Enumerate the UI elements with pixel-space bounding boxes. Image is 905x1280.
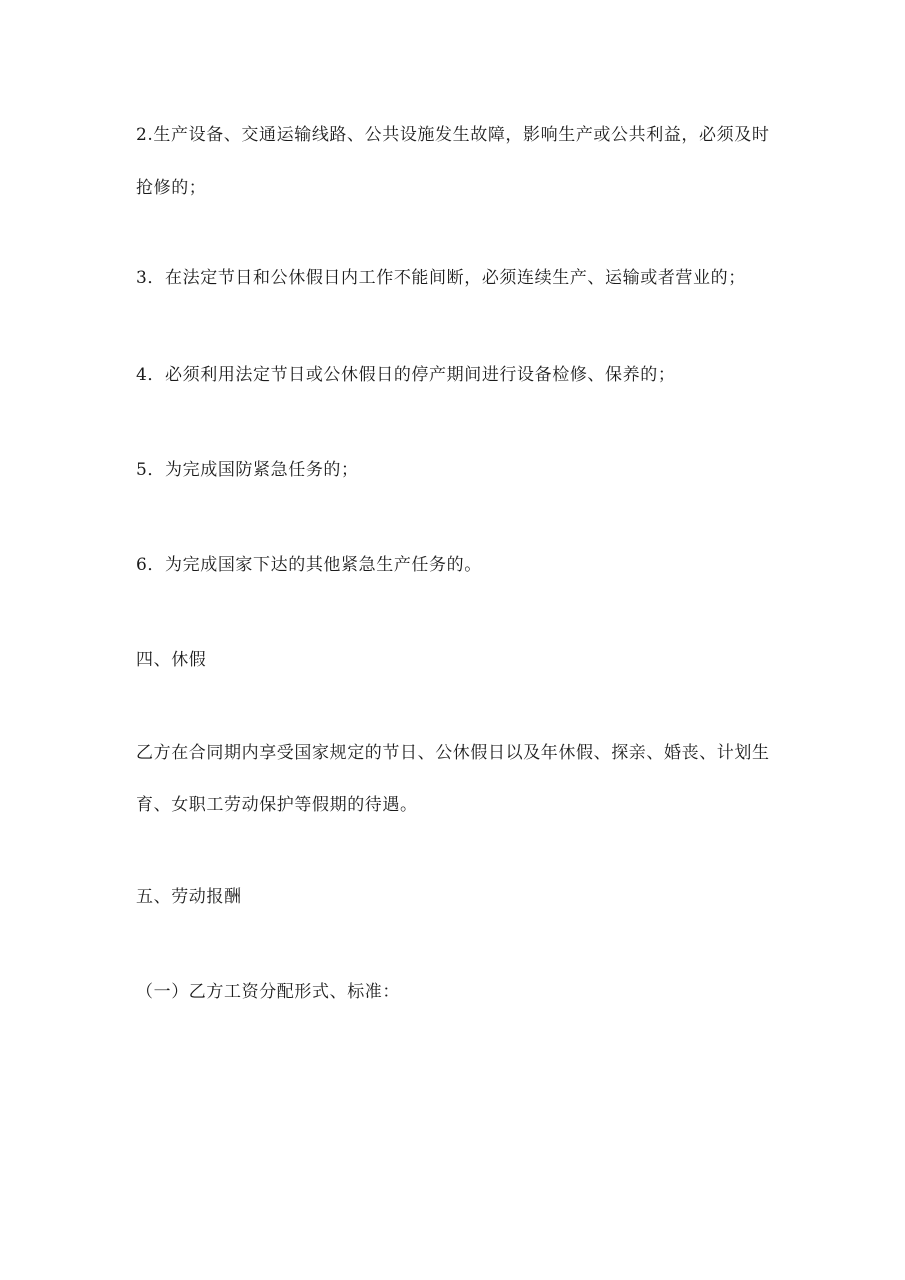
paragraph-leave-line-2: 育、女职工劳动保护等假期的待遇。: [136, 795, 418, 815]
subsection-heading-wage-form: （一）乙方工资分配形式、标准：: [136, 982, 400, 1002]
section-heading-leave: 四、休假: [136, 650, 207, 670]
paragraph-item-6: 6．为完成国家下达的其他紧急生产任务的。: [136, 555, 482, 575]
paragraph-item-3: 3．在法定节日和公休假日内工作不能间断，必须连续生产、运输或者营业的；: [136, 268, 746, 288]
paragraph-item-4: 4．必须利用法定节日或公休假日的停产期间进行设备检修、保养的；: [136, 365, 676, 385]
paragraph-item-2-line-1: 2.生产设备、交通运输线路、公共设施发生故障，影响生产或公共利益，必须及时: [136, 125, 770, 145]
section-heading-remuneration: 五、劳动报酬: [136, 887, 242, 907]
paragraph-item-2-line-2: 抢修的；: [136, 178, 207, 198]
paragraph-leave-line-1: 乙方在合同期内享受国家规定的节日、公休假日以及年休假、探亲、婚丧、计划生: [136, 743, 770, 763]
paragraph-item-5: 5．为完成国防紧急任务的；: [136, 460, 359, 480]
